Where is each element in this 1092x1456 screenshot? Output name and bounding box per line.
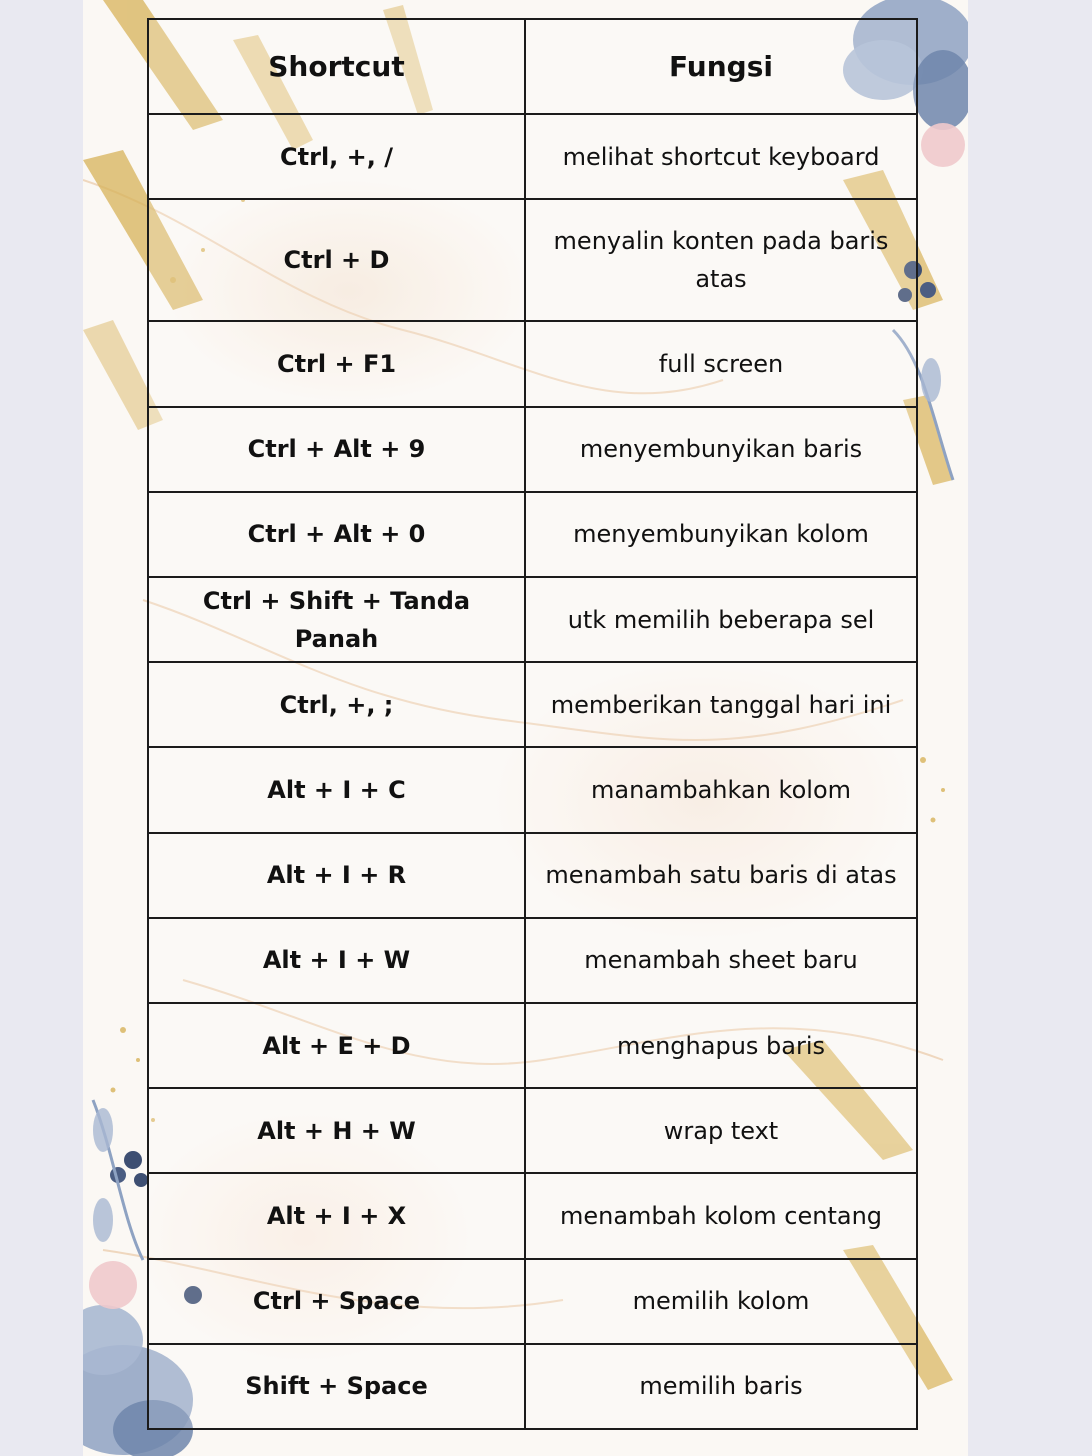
shortcut-cell: Ctrl + Shift + Tanda Panah <box>148 577 525 662</box>
table-row <box>148 321 917 406</box>
table-row <box>148 407 917 492</box>
fungsi-cell: melihat shortcut keyboard <box>525 114 917 199</box>
table-header-row <box>148 19 917 114</box>
fungsi-cell: menyalin konten pada baris atas <box>525 199 917 321</box>
shortcut-cell: Ctrl, +, ; <box>148 662 525 747</box>
header-fungsi: Fungsi <box>525 19 917 114</box>
shortcut-cell: Alt + H + W <box>148 1088 525 1173</box>
table-row <box>148 1259 917 1344</box>
table-row <box>148 114 917 199</box>
shortcut-cell: Ctrl + D <box>148 199 525 321</box>
table-row <box>148 199 917 321</box>
shortcut-cell: Shift + Space <box>148 1344 525 1429</box>
fungsi-cell: menyembunyikan baris <box>525 407 917 492</box>
shortcut-cell: Alt + I + C <box>148 747 525 832</box>
fungsi-cell: memilih baris <box>525 1344 917 1429</box>
fungsi-cell: manambahkan kolom <box>525 747 917 832</box>
shortcut-cell: Ctrl + Alt + 9 <box>148 407 525 492</box>
shortcut-cell: Alt + E + D <box>148 1003 525 1088</box>
fungsi-cell: memberikan tanggal hari ini <box>525 662 917 747</box>
table-row <box>148 662 917 747</box>
table-row <box>148 918 917 1003</box>
shortcut-cell: Ctrl + F1 <box>148 321 525 406</box>
fungsi-cell: full screen <box>525 321 917 406</box>
table-row <box>148 747 917 832</box>
table-row <box>148 1173 917 1258</box>
table-row <box>148 492 917 577</box>
shortcut-cell: Alt + I + X <box>148 1173 525 1258</box>
fungsi-cell: menambah kolom centang <box>525 1173 917 1258</box>
table-row <box>148 833 917 918</box>
shortcut-cell: Alt + I + R <box>148 833 525 918</box>
fungsi-cell: utk memilih beberapa sel <box>525 577 917 662</box>
table-row <box>148 1003 917 1088</box>
shortcut-cell: Ctrl, +, / <box>148 114 525 199</box>
fungsi-cell: menambah satu baris di atas <box>525 833 917 918</box>
fungsi-cell: menyembunyikan kolom <box>525 492 917 577</box>
table-row <box>148 577 917 662</box>
shortcut-cell: Ctrl + Alt + 0 <box>148 492 525 577</box>
shortcut-table <box>147 18 918 1430</box>
shortcut-cell: Alt + I + W <box>148 918 525 1003</box>
shortcut-sheet <box>83 0 968 1456</box>
shortcut-cell: Ctrl + Space <box>148 1259 525 1344</box>
fungsi-cell: wrap text <box>525 1088 917 1173</box>
fungsi-cell: menambah sheet baru <box>525 918 917 1003</box>
table-row <box>148 1344 917 1429</box>
table-row <box>148 1088 917 1173</box>
header-shortcut: Shortcut <box>148 19 525 114</box>
fungsi-cell: menghapus baris <box>525 1003 917 1088</box>
fungsi-cell: memilih kolom <box>525 1259 917 1344</box>
